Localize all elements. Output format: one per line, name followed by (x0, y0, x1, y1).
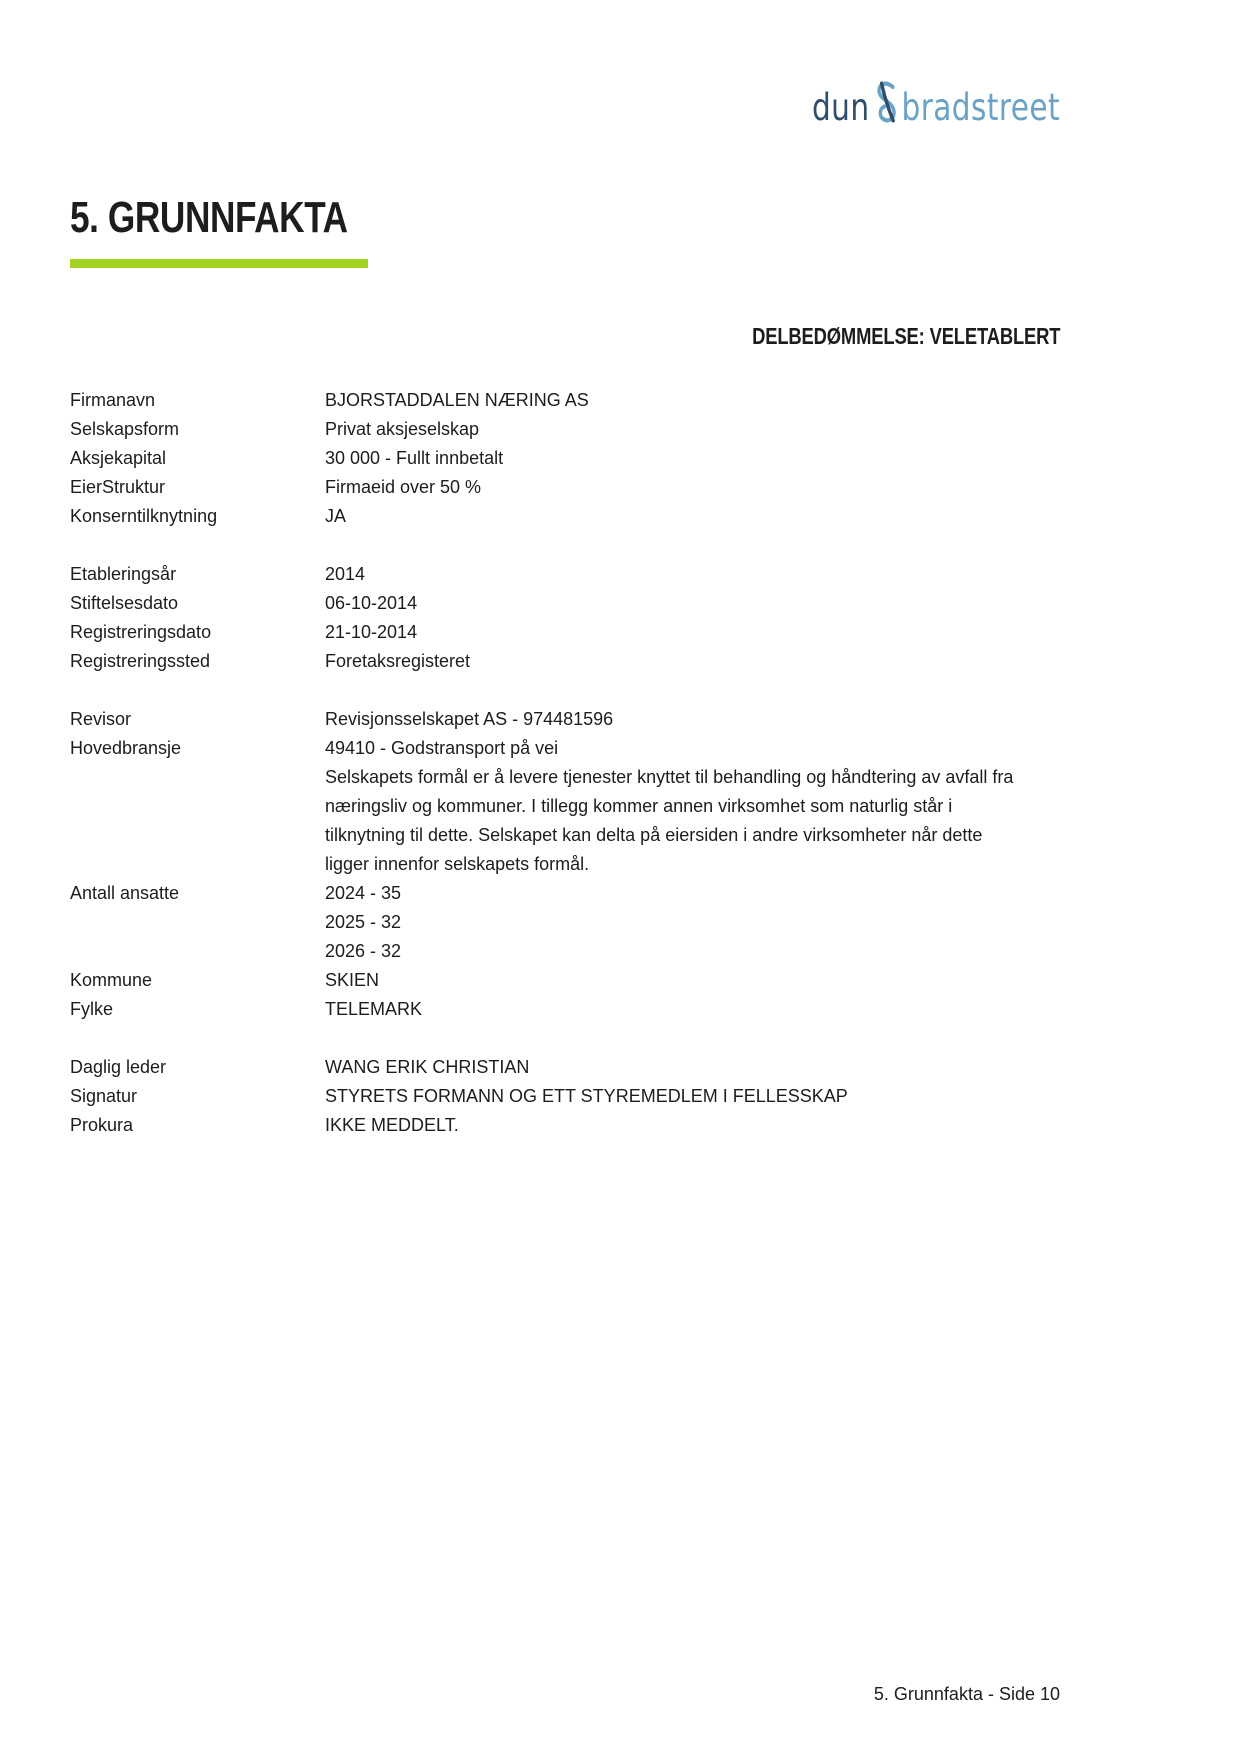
fact-row (70, 647, 1060, 676)
fact-value: WANG ERIK CHRISTIAN (325, 1057, 530, 1077)
fact-label: Konserntilknytning (70, 506, 218, 526)
fact-label: Registreringsdato (70, 622, 212, 642)
facts-section (70, 386, 1060, 1140)
section-title: 5. GRUNNFAKTA (70, 193, 348, 242)
fact-row (70, 473, 1060, 502)
fact-value: BJORSTADDALEN NÆRING AS (325, 390, 589, 410)
fact-value: Revisjonsselskapet AS - 974481596 (325, 709, 614, 729)
fact-value: STYRETS FORMANN OG ETT STYREMEDLEM I FELLESSKAP (325, 1086, 848, 1106)
fact-row (70, 560, 1060, 589)
fact-label: EierStruktur (70, 477, 166, 497)
fact-row (70, 937, 1060, 966)
fact-row (70, 444, 1060, 473)
fact-value: JA (325, 506, 347, 526)
fact-row (70, 1111, 1060, 1140)
title-accent-bar (70, 259, 368, 268)
fact-value: 49410 - Godstransport på vei (325, 738, 559, 758)
fact-value: 21-10-2014 (325, 622, 418, 642)
fact-row (70, 908, 1060, 937)
fact-label: Selskapsform (70, 419, 180, 439)
fact-label: Antall ansatte (70, 883, 180, 903)
logo-dun-text: dun (812, 86, 870, 129)
fact-row (70, 415, 1060, 444)
facts-group-management (70, 1053, 1060, 1140)
facts-group-company (70, 386, 1060, 531)
fact-label: Fylke (70, 999, 114, 1019)
fact-label: Stiftelsesdato (70, 593, 179, 613)
fact-row (70, 995, 1060, 1024)
fact-row (70, 502, 1060, 531)
fact-row (70, 386, 1060, 415)
fact-label: Etableringsår (70, 564, 177, 584)
fact-value: 2026 - 32 (325, 941, 402, 961)
fact-value: SKIEN (325, 970, 380, 990)
fact-row (70, 705, 1060, 734)
fact-label: Aksjekapital (70, 448, 167, 468)
fact-value: Firmaeid over 50 % (325, 477, 482, 497)
fact-value: 2025 - 32 (325, 912, 402, 932)
fact-label: Registreringssted (70, 651, 211, 671)
purpose-line: ligger innenfor selskapets formål. (325, 854, 590, 874)
fact-value: Privat aksjeselskap (325, 419, 480, 439)
purpose-line: Selskapets formål er å levere tjenester knyttet til behandling og håndtering av avfall fra (325, 767, 1014, 787)
logo-bradstreet-text: bradstreet (901, 86, 1060, 129)
fact-label: Hovedbransje (70, 738, 182, 758)
facts-group-business (70, 705, 1060, 1024)
fact-value: TELEMARK (325, 999, 423, 1019)
fact-value: 30 000 - Fullt innbetalt (325, 448, 504, 468)
fact-row (70, 1082, 1060, 1111)
ampersand-icon (874, 80, 898, 124)
fact-value: 2014 (325, 564, 366, 584)
fact-label: Signatur (70, 1086, 138, 1106)
assessment-heading: DELBEDØMMELSE: VELETABLERT (751, 323, 1060, 349)
fact-label: Revisor (70, 709, 132, 729)
fact-row (70, 734, 1060, 763)
fact-value: Foretaksregisteret (325, 651, 471, 671)
fact-row (70, 1053, 1060, 1082)
fact-label: Prokura (70, 1115, 134, 1135)
purpose-line: tilknytning til dette. Selskapet kan delta på eiersiden i andre virksomheter når dette (325, 825, 983, 845)
fact-label: Daglig leder (70, 1057, 167, 1077)
dun-bradstreet-logo (812, 80, 1060, 129)
facts-group-registration (70, 560, 1060, 676)
fact-row (70, 966, 1060, 995)
fact-row (70, 879, 1060, 908)
fact-row (70, 589, 1060, 618)
page-footer: 5. Grunnfakta - Side 10 (873, 1684, 1060, 1704)
purpose-paragraph (70, 763, 1060, 879)
fact-value: 06-10-2014 (325, 593, 418, 613)
fact-value: IKKE MEDDELT. (325, 1115, 459, 1135)
fact-label: Firmanavn (70, 390, 156, 410)
purpose-text (325, 763, 1060, 879)
fact-value: 2024 - 35 (325, 883, 402, 903)
purpose-line: næringsliv og kommuner. I tillegg kommer annen virksomhet som naturlig står i (325, 796, 953, 816)
fact-row (70, 618, 1060, 647)
fact-label: Kommune (70, 970, 153, 990)
